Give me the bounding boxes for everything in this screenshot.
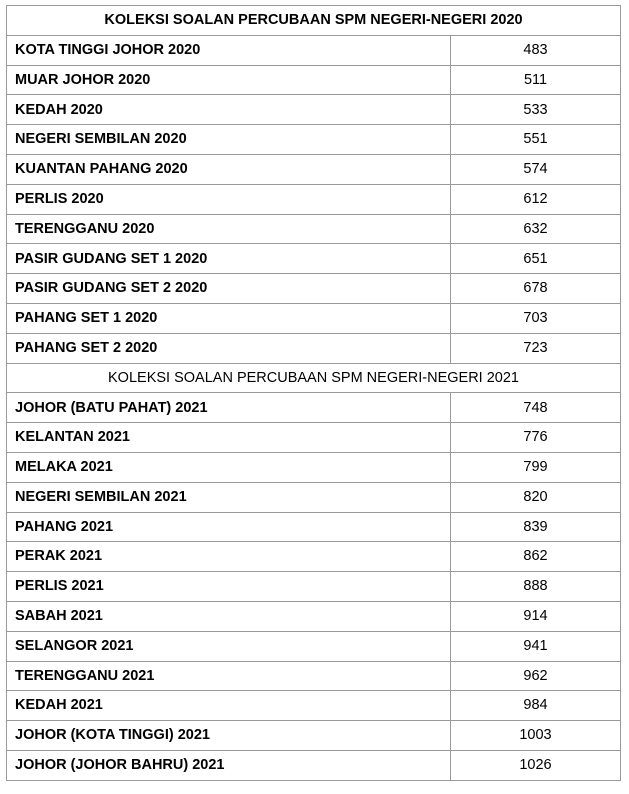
table-row [7, 274, 621, 304]
table-row [7, 482, 621, 512]
entry-title: KUANTAN PAHANG 2020 [7, 154, 451, 184]
section-header-row [7, 363, 621, 393]
entry-page-number: 941 [451, 631, 621, 661]
entry-page-number: 483 [451, 35, 621, 65]
entry-page-number: 574 [451, 154, 621, 184]
entry-title: PAHANG SET 2 2020 [7, 333, 451, 363]
entry-title: TERENGGANU 2020 [7, 214, 451, 244]
entry-page-number: 748 [451, 393, 621, 423]
entry-title: SABAH 2021 [7, 601, 451, 631]
entry-title: NEGERI SEMBILAN 2021 [7, 482, 451, 512]
entry-title: MELAKA 2021 [7, 452, 451, 482]
entry-title: PAHANG 2021 [7, 512, 451, 542]
entry-page-number: 612 [451, 184, 621, 214]
entry-title: KEDAH 2020 [7, 95, 451, 125]
entry-title: TERENGGANU 2021 [7, 661, 451, 691]
table-row [7, 35, 621, 65]
section-header-row [7, 6, 621, 36]
table-row [7, 452, 621, 482]
table-row [7, 601, 621, 631]
table-row [7, 393, 621, 423]
table-row [7, 691, 621, 721]
section-heading: KOLEKSI SOALAN PERCUBAAN SPM NEGERI-NEGERI 2021 [7, 363, 621, 393]
entry-page-number: 551 [451, 125, 621, 155]
entry-title: KOTA TINGGI JOHOR 2020 [7, 35, 451, 65]
entry-title: PERLIS 2021 [7, 572, 451, 602]
table-row [7, 512, 621, 542]
entry-title: PERLIS 2020 [7, 184, 451, 214]
entry-title: PERAK 2021 [7, 542, 451, 572]
entry-page-number: 703 [451, 303, 621, 333]
entry-page-number: 776 [451, 423, 621, 453]
entry-title: KEDAH 2021 [7, 691, 451, 721]
table-row [7, 631, 621, 661]
table-row [7, 333, 621, 363]
entry-page-number: 651 [451, 244, 621, 274]
entry-page-number: 888 [451, 572, 621, 602]
entry-page-number: 1026 [451, 750, 621, 780]
table-row [7, 184, 621, 214]
entry-title: PAHANG SET 1 2020 [7, 303, 451, 333]
table-row [7, 423, 621, 453]
table-row [7, 542, 621, 572]
table-row [7, 721, 621, 751]
entry-page-number: 632 [451, 214, 621, 244]
entry-title: NEGERI SEMBILAN 2020 [7, 125, 451, 155]
table-row [7, 125, 621, 155]
table-row [7, 244, 621, 274]
entry-page-number: 1003 [451, 721, 621, 751]
entry-title: JOHOR (JOHOR BAHRU) 2021 [7, 750, 451, 780]
entry-title: JOHOR (KOTA TINGGI) 2021 [7, 721, 451, 751]
entry-title: MUAR JOHOR 2020 [7, 65, 451, 95]
entry-title: PASIR GUDANG SET 1 2020 [7, 244, 451, 274]
entry-page-number: 962 [451, 661, 621, 691]
entry-page-number: 914 [451, 601, 621, 631]
entry-page-number: 723 [451, 333, 621, 363]
contents-table-body [7, 6, 621, 781]
entry-title: SELANGOR 2021 [7, 631, 451, 661]
entry-page-number: 839 [451, 512, 621, 542]
table-row [7, 572, 621, 602]
entry-page-number: 533 [451, 95, 621, 125]
section-heading: KOLEKSI SOALAN PERCUBAAN SPM NEGERI-NEGERI 2020 [7, 6, 621, 36]
entry-title: KELANTAN 2021 [7, 423, 451, 453]
entry-page-number: 862 [451, 542, 621, 572]
entry-page-number: 799 [451, 452, 621, 482]
table-row [7, 661, 621, 691]
table-row [7, 303, 621, 333]
table-row [7, 214, 621, 244]
table-row [7, 750, 621, 780]
table-row [7, 65, 621, 95]
entry-page-number: 511 [451, 65, 621, 95]
table-row [7, 95, 621, 125]
contents-table [6, 5, 621, 781]
entry-page-number: 678 [451, 274, 621, 304]
entry-title: JOHOR (BATU PAHAT) 2021 [7, 393, 451, 423]
table-row [7, 154, 621, 184]
entry-page-number: 984 [451, 691, 621, 721]
entry-page-number: 820 [451, 482, 621, 512]
entry-title: PASIR GUDANG SET 2 2020 [7, 274, 451, 304]
